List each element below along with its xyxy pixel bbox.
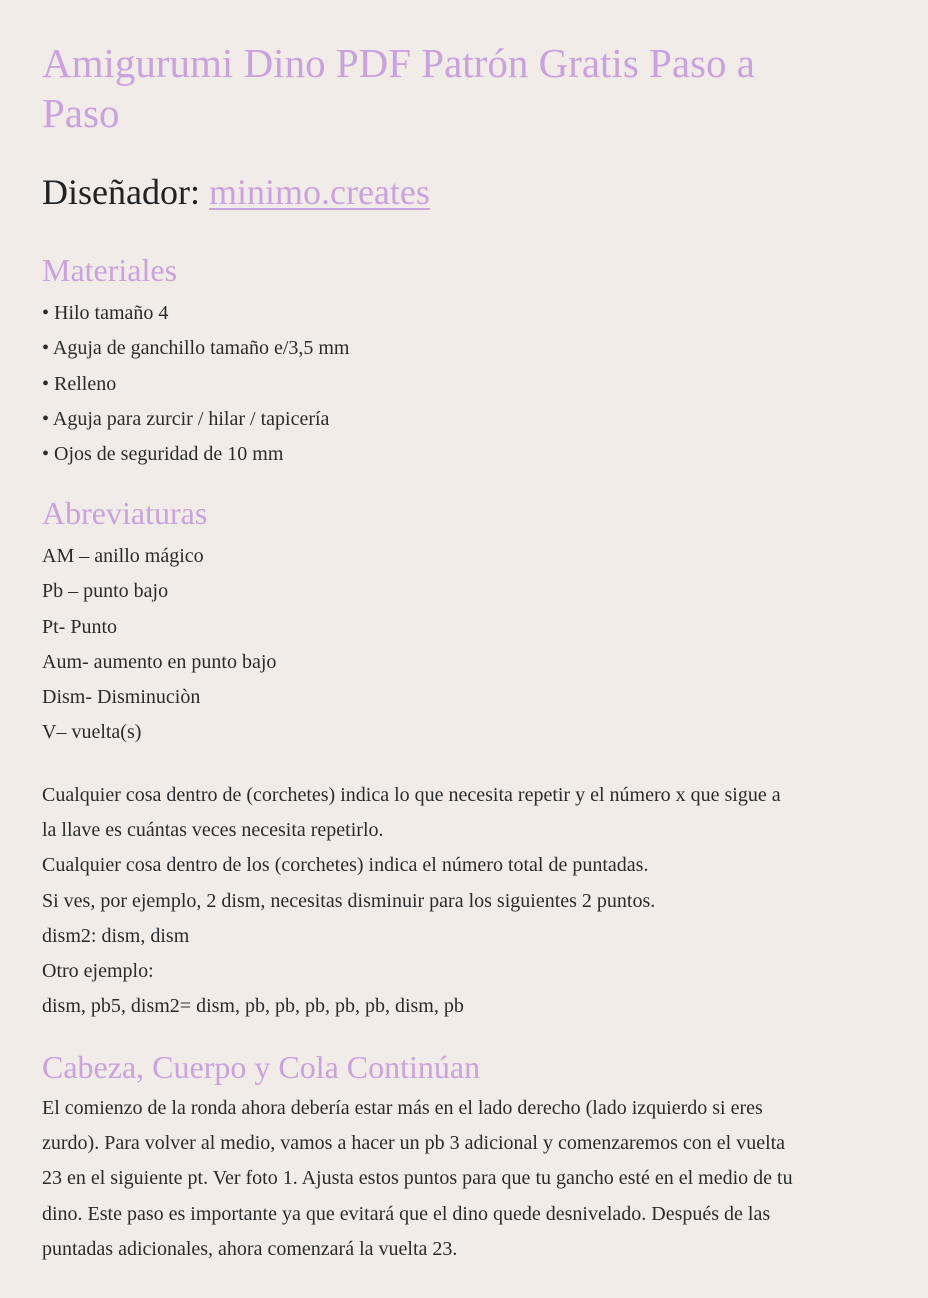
list-item: Pt- Punto — [42, 615, 118, 638]
text-line: dism2: dism, dism — [42, 924, 190, 947]
designer-label: Diseñador: — [42, 172, 200, 212]
text-line: dino. Este paso es importante ya que evitará que el dino quede desnivelado. Después de las — [42, 1202, 771, 1225]
head-body-tail-heading: Cabeza, Cuerpo y Cola Continúan — [42, 1049, 481, 1085]
list-item: Pb – punto bajo — [42, 580, 169, 603]
list-item: • Aguja de ganchillo tamaño e/3,5 mm — [42, 337, 350, 360]
text-line: la llave es cuántas veces necesita repetirlo. — [42, 819, 384, 842]
text-line: Si ves, por ejemplo, 2 dism, necesitas disminuir para los siguientes 2 puntos. — [42, 889, 656, 912]
text-line: 23 en el siguiente pt. Ver foto 1. Ajusta estos puntos para que tu gancho esté en el medio de tu — [42, 1167, 793, 1190]
list-item: • Hilo tamaño 4 — [42, 302, 169, 324]
text-line: puntadas adicionales, ahora comenzará la vuelta 23. — [42, 1237, 458, 1260]
list-item: Aum- aumento en punto bajo — [42, 650, 277, 673]
text-line: dism, pb5, dism2= dism, pb, pb, pb, pb, pb, dism, pb — [42, 995, 464, 1018]
abbreviations-list — [42, 543, 276, 755]
head-body-tail-paragraph — [42, 1091, 872, 1267]
text-line: El comienzo de la ronda ahora debería estar más en el lado derecho (lado izquierdo si eres — [42, 1097, 763, 1119]
materials-list — [42, 300, 350, 476]
designer-line — [42, 170, 430, 214]
list-item: • Relleno — [42, 372, 117, 395]
designer-link[interactable]: minimo.creates — [208, 172, 430, 212]
list-item: Dism- Disminuciòn — [42, 686, 201, 709]
page-title: Amigurumi Dino PDF Patrón Gratis Paso a Paso — [42, 40, 755, 136]
notes-paragraph — [42, 778, 872, 1024]
text-line: Otro ejemplo: — [42, 960, 154, 983]
materials-heading: Materiales — [42, 252, 178, 288]
text-line: zurdo). Para volver al medio, vamos a hacer un pb 3 adicional y comenzaremos con el vuelta — [42, 1132, 786, 1155]
text-line: Cualquier cosa dentro de (corchetes) indica lo que necesita repetir y el número x que sigue a — [42, 784, 781, 806]
list-item: V– vuelta(s) — [42, 721, 142, 744]
list-item: • Ojos de seguridad de 10 mm — [42, 443, 284, 466]
list-item: AM – anillo mágico — [42, 545, 204, 567]
abbreviations-heading: Abreviaturas — [42, 495, 208, 531]
list-item: • Aguja para zurcir / hilar / tapicería — [42, 407, 330, 430]
text-line: Cualquier cosa dentro de los (corchetes) indica el número total de puntadas. — [42, 854, 649, 877]
